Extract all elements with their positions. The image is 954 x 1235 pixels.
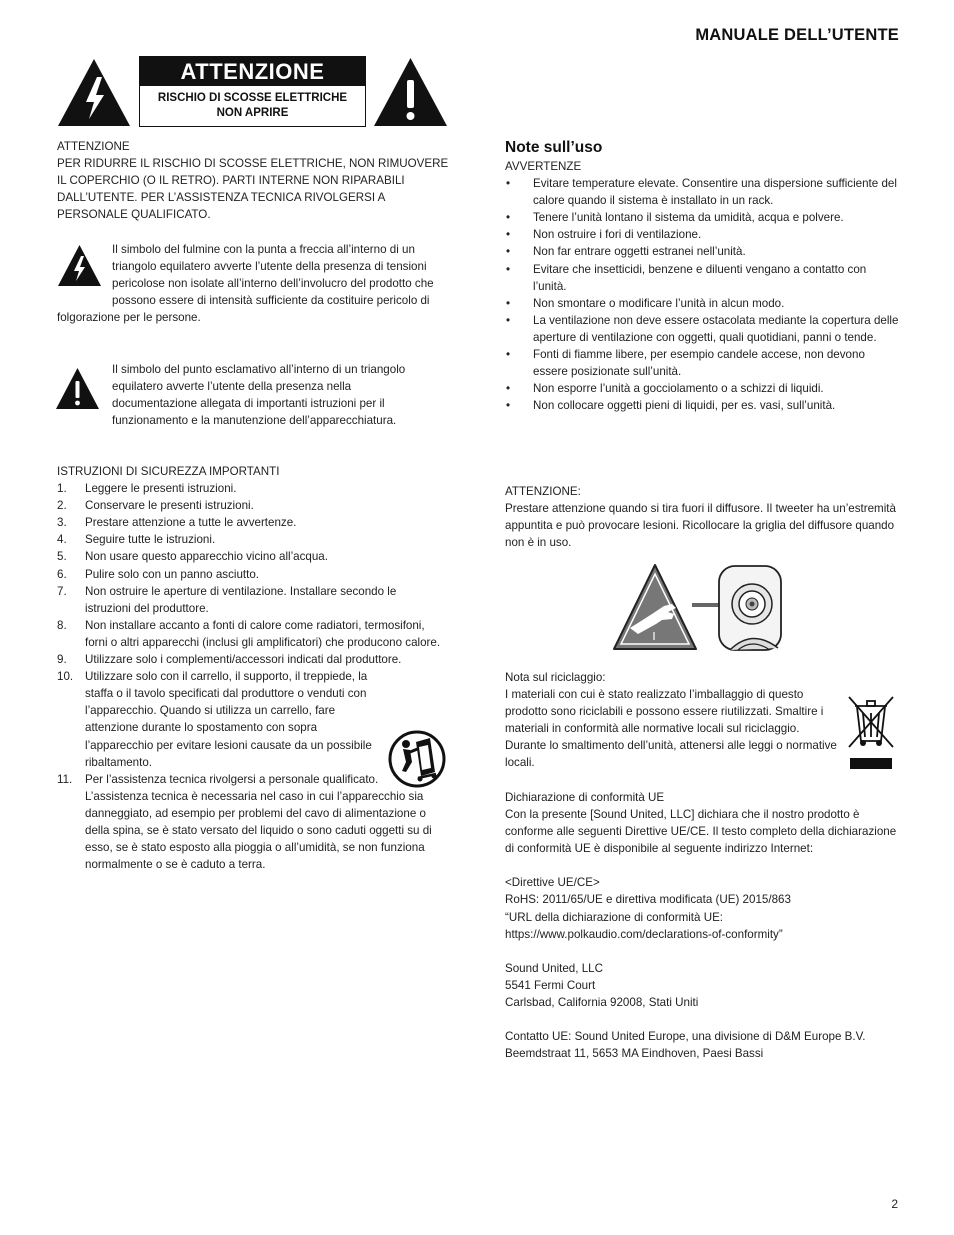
ue-heading: Dichiarazione di conformità UE [505,791,665,804]
exclamation-description [57,361,429,429]
tweeter-caution-illustration [612,562,784,653]
attention-text: PER RIDURRE IL RISCHIO DI SCOSSE ELETTRICHE, NON RIMUOVERE IL COPERCHIO (O IL RETRO). PARTI INTERNE NON RIPARABILI DALL’UTENTE. PER L’ASSISTENZA TECNICA RIVOLGERSI A PERSONALE QUALIFICATO. [57,157,449,222]
safety-item [57,771,442,874]
safety-item-text: Per l’assistenza tecnica rivolgersi a personale qualificato. L’assistenza tecnica è necessaria nel caso in cui l’apparecchio sia danneggiato, ad esempio per problemi del cavo di alimentazione o della spina, se è stato versato del liquido o sono caduti oggetti su di esso, se è stato esposto alla pioggia o all’umidità, se non funziona normalmente o se è caduto a terra. [85,772,432,872]
safety-instructions [57,463,442,873]
warning-item [505,295,899,312]
lightning-description [57,241,447,326]
contact-text: Contatto UE: Sound United Europe, una divisione di D&M Europe B.V. Beemdstraat 11, 5653 MA Eindhoven, Paesi Bassi [505,1030,866,1061]
safety-list [57,480,442,873]
bullet-icon: • [506,313,511,327]
safety-item-text: Utilizzare solo con il carrello, il supporto, il treppiede, la staffa o il tavolo specificati dal produttore o venduti con l’apparecchio. Quando si utilizza un carrello, fare attenzione durante lo spostamento con sopra l’apparecchio per evitare lesioni causate da un possibile ribaltamento. [85,670,372,769]
safety-item [57,480,442,497]
safety-item-number: 2. [57,499,67,513]
bullet-icon: • [506,348,511,362]
safety-heading: ISTRUZIONI DI SICUREZZA IMPORTANTI [57,465,280,478]
warnings-section [505,158,899,414]
warning-item-text: Evitare che insetticidi, benzene e diluenti vengano a contatto con l’unità. [533,262,867,293]
warning-item-text: Non smontare o modificare l’unità in alcun modo. [533,296,785,310]
safety-item [57,531,442,548]
warning-box [139,56,366,127]
directives-line2: RoHS: 2011/65/UE e direttiva modificata (UE) 2015/863 [505,893,791,907]
warning-item-text: Non esporre l’unità a gocciolamento o a schizzi di liquidi. [533,382,824,396]
safety-item-number: 4. [57,533,67,547]
warning-item [505,175,899,209]
safety-item [57,651,442,668]
left-column [57,138,449,223]
safety-item [57,668,442,771]
warning-item-text: La ventilazione non deve essere ostacolata mediante la copertura delle aperture di ventilazione con oggetti, quali quotidiani, panni o tende. [533,313,899,344]
address-line1: Sound United, LLC [505,961,603,975]
warning-item-text: Evitare temperature elevate. Consentire una dispersione sufficiente del calore quando il sistema è installato in un rack. [533,177,897,208]
safety-item-text: Utilizzare solo i complementi/accessori indicati dal produttore. [85,653,402,667]
warning-item [505,346,899,380]
safety-item-number: 1. [57,482,67,496]
warning-item-text: Non far entrare oggetti estranei nell’unità. [533,245,746,259]
safety-item-text: Pulire solo con un panno asciutto. [85,567,260,581]
notes-title: Note sull’uso [505,139,603,156]
warning-box-line1: RISCHIO DI SCOSSE ELETTRICHE [157,92,348,104]
lightning-warning-icon [56,57,132,128]
speaker-attention-heading: ATTENZIONE [505,485,578,498]
bullet-icon: • [506,228,511,242]
safety-item-number: 6. [57,567,67,581]
safety-item [57,617,442,651]
bullet-icon: • [506,382,511,396]
bullet-icon: • [506,211,511,225]
warning-item [505,243,899,260]
safety-item-text: Non usare questo apparecchio vicino all’acqua. [85,550,328,564]
safety-item-number: 5. [57,550,67,564]
bullet-icon: • [506,262,511,276]
safety-item-number: 10. [57,670,74,684]
directives-line1: <Direttive UE/CE> [505,876,600,890]
bullet-icon: • [506,177,511,191]
warning-item [505,380,899,397]
speaker-attention-colon: : [577,485,581,498]
warning-item [505,397,899,414]
directives-line4: https://www.polkaudio.com/declarations-of-conformity” [505,927,783,941]
address-line2: 5541 Fermi Court [505,978,596,992]
safety-item [57,566,442,583]
warning-item-text: Tenere l’unità lontano il sistema da umidità, acqua e polvere. [533,211,844,225]
safety-item-text: Non ostruire le aperture di ventilazione. Installare secondo le istruzioni del produttore. [85,584,397,615]
safety-item-number: 9. [57,653,67,667]
safety-item-text: Prestare attenzione a tutte le avvertenze. [85,516,297,530]
attention-heading: ATTENZIONE [57,140,130,153]
recycle-text: I materiali con cui è stato realizzato l’imballaggio di questo prodotto sono riciclabili e possono essere riutilizzati. Smaltire i materiali in conformità alle normative locali sul riciclaggio. Durante lo smaltimento dell’unità, attenersi alle leggi o normative locali. [505,688,837,770]
ue-text: Con la presente [Sound United, LLC] dichiara che il nostro prodotto è conforme alle seguenti Direttive UE/CE. Il testo completo della dichiarazione di conformità UE è disponibile al seguente indirizzo Internet: [505,808,897,856]
lightning-text: Il simbolo del fulmine con la punta a freccia all’interno di un triangolo equilatero avverte l’utente della presenza di tensioni pericolose non isolate all’interno dell’involucro del prodotto che possono essere di intensità sufficiente da costituire pericolo di folgorazione per le persone. [57,243,434,325]
safety-item-number: 7. [57,584,67,598]
exclamation-text: Il simbolo del punto esclamativo all’interno di un triangolo equilatero avverte l’utente della presenza nella documentazione allegata di importanti istruzioni per il funzionamento e la manutenzione dell’apparecchiatura. [112,363,406,428]
safety-item [57,497,442,514]
safety-item-number: 11. [57,772,73,786]
exclamation-warning-icon [372,56,449,128]
bullet-icon: • [506,296,511,310]
eu-declaration [505,789,899,1062]
safety-item-text: Leggere le presenti istruzioni. [85,482,237,496]
warning-item-text: Fonti di fiamme libere, per esempio candele accese, non devono essere posizionate sull’unità. [533,348,865,379]
document-title: MANUALE DELL’UTENTE [695,26,899,44]
safety-item-number: 3. [57,516,67,530]
warning-item [505,312,899,346]
warnings-heading: AVVERTENZE [505,160,582,173]
safety-item-text: Conservare le presenti istruzioni. [85,499,254,513]
bullet-icon: • [506,245,511,259]
safety-item-text: Non installare accanto a fonti di calore come radiatori, termosifoni, forni o altri apparecchi (inclusi gli amplificatori) che producono calore. [85,618,441,649]
directives-line3: “URL della dichiarazione di conformità UE: [505,910,724,924]
safety-item [57,583,442,617]
safety-item-number: 8. [57,618,67,632]
speaker-attention-text: Prestare attenzione quando si tira fuori il diffusore. Il tweeter ha un’estremità appuntita e può provocare lesioni. Ricollocare la griglia del diffusore quando non è in uso. [505,502,896,550]
safety-item [57,548,442,565]
address-line3: Carlsbad, California 92008, Stati Uniti [505,995,699,1009]
warning-item [505,261,899,295]
safety-item [57,514,442,531]
warning-item [505,226,899,243]
warning-box-title: ATTENZIONE [140,57,365,86]
cart-tip-over-icon [388,728,446,790]
page-number: 2 [891,1197,898,1211]
recycle-heading: Nota sul riciclaggio: [505,671,606,684]
bullet-icon: • [506,399,511,413]
warning-box-line2: NON APRIRE [216,107,289,119]
warnings-list [505,175,899,414]
warning-item-text: Non ostruire i fori di ventilazione. [533,228,702,242]
safety-item-text: Seguire tutte le istruzioni. [85,533,216,547]
recycling-note [505,669,843,772]
warning-item-text: Non collocare oggetti pieni di liquidi, per es. vasi, sull’unità. [533,399,836,413]
weee-crossed-bin-icon [843,693,899,771]
speaker-attention [505,483,899,551]
warning-item [505,209,899,226]
